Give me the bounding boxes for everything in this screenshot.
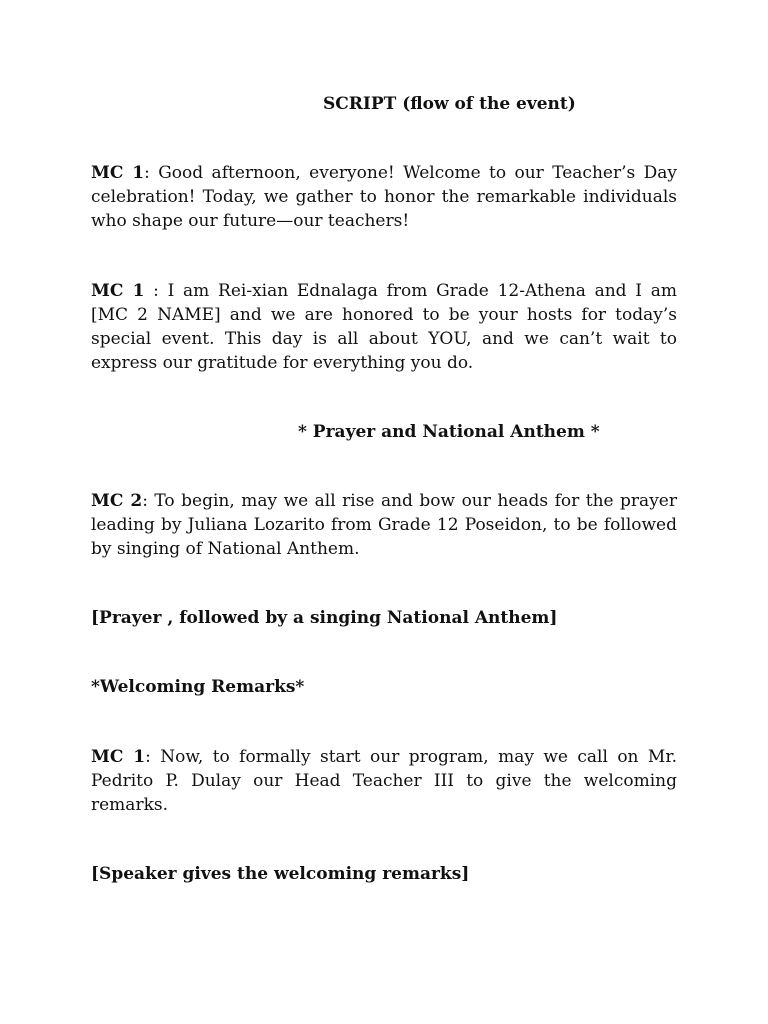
paragraph-mc1-welcoming — [91, 745, 677, 817]
paragraph-mc2-prayer — [91, 489, 677, 561]
paragraph-text: : To begin, may we all rise and bow our heads for the prayer leading by Juliana Lozarito from Grade 12 Poseidon, to be followed by singing of National Anthem. — [91, 491, 677, 559]
paragraph-mc1-welcome — [91, 161, 677, 233]
section-heading-welcoming: *Welcoming Remarks* — [91, 677, 305, 697]
paragraph-mc1-intro — [91, 279, 677, 375]
stage-direction-prayer: [Prayer , followed by a singing National Anthem] — [91, 608, 558, 628]
speaker-label: MC 1 — [91, 281, 145, 301]
paragraph-text: : I am Rei-xian Ednalaga from Grade 12-Athena and I am [MC 2 NAME] and we are honored to be your hosts for today’s special event. This day is all about YOU, and we can’t wait to express our gratitude for everything you do. — [91, 281, 677, 373]
paragraph-text: : Now, to formally start our program, may we call on Mr. Pedrito P. Dulay our Head Teacher III to give the welcoming remarks. — [91, 747, 677, 815]
speaker-label: MC 1 — [91, 163, 145, 183]
speaker-label: MC 2 — [91, 491, 143, 511]
document-title: SCRIPT (flow of the event) — [323, 94, 576, 114]
section-heading-prayer: * Prayer and National Anthem * — [298, 422, 600, 442]
paragraph-text: : Good afternoon, everyone! Welcome to our Teacher’s Day celebration! Today, we gather to honor the remarkable individuals who shape our future—our teachers! — [91, 163, 677, 231]
speaker-label: MC 1 — [91, 747, 146, 767]
stage-direction-speaker: [Speaker gives the welcoming remarks] — [91, 864, 470, 884]
